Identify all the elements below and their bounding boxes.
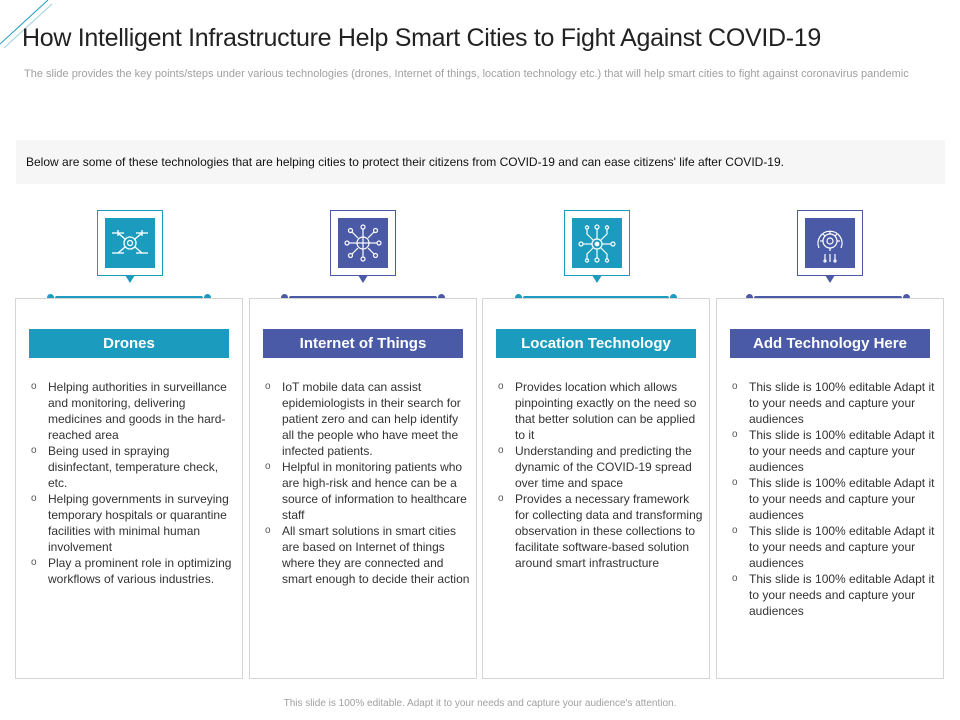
- column-internet-of-things: [249, 210, 479, 680]
- iot-network-icon: [338, 218, 388, 268]
- column-drones: [15, 210, 245, 680]
- list-item: o Helping authorities in surveillance and monitoring, delivering medicines and goods in the hard-reached area: [30, 379, 236, 443]
- pointer-arrow: [125, 275, 135, 283]
- icon-frame: [797, 210, 863, 276]
- card-location-technology: [482, 298, 710, 679]
- list-item: o This slide is 100% editable Adapt it to your needs and capture your audiences: [731, 427, 937, 475]
- list-item: o Provides location which allows pinpointing exactly on the need so that better solution can be applied to it: [497, 379, 703, 443]
- list-item: o This slide is 100% editable Adapt it to your needs and capture your audiences: [731, 475, 937, 523]
- list-item: o This slide is 100% editable Adapt it to your needs and capture your audiences: [731, 379, 937, 427]
- bullet-list: [264, 379, 470, 587]
- list-item: o Helpful in monitoring patients who are high-risk and hence can be a source of information to healthcare staff: [264, 459, 470, 523]
- pointer-arrow: [358, 275, 368, 283]
- list-item: o Being used in spraying disinfectant, temperature check, etc.: [30, 443, 236, 491]
- ai-gear-icon: [805, 218, 855, 268]
- drone-icon: [105, 218, 155, 268]
- pointer-arrow: [825, 275, 835, 283]
- card-heading: Drones: [29, 329, 229, 358]
- pointer-arrow: [592, 275, 602, 283]
- bullet-list: [30, 379, 236, 587]
- card-heading: Internet of Things: [263, 329, 463, 358]
- list-item: o IoT mobile data can assist epidemiologists in their search for patient zero and can help identify all the people who have meet the infected patients.: [264, 379, 470, 459]
- list-item: o This slide is 100% editable Adapt it to your needs and capture your audiences: [731, 571, 937, 619]
- list-item: o All smart solutions in smart cities are based on Internet of things where they are connected and smart enough to decide their action: [264, 523, 470, 587]
- icon-frame: [564, 210, 630, 276]
- intro-banner: [16, 140, 945, 184]
- card-heading: Location Technology: [496, 329, 696, 358]
- bullet-list: [497, 379, 703, 571]
- column-location-technology: [482, 210, 712, 680]
- page-title: How Intelligent Infrastructure Help Smart Cities to Fight Against COVID-19: [22, 24, 821, 52]
- list-item: o Understanding and predicting the dynamic of the COVID-19 spread over time and space: [497, 443, 703, 491]
- page-subtitle: The slide provides the key points/steps under various technologies (drones, Internet of things, location technology etc.) that will help smart cities to fight against coronavirus pandemic: [24, 68, 909, 80]
- card-drones: [15, 298, 243, 679]
- card-heading: Add Technology Here: [730, 329, 930, 358]
- list-item: o Helping governments in surveying temporary hospitals or quarantine facilities with minimal human involvement: [30, 491, 236, 555]
- intro-banner-text: Below are some of these technologies that are helping cities to protect their citizens from COVID-19 and can ease citizens' life after COVID-19.: [26, 155, 784, 169]
- column-add-technology: [716, 210, 946, 680]
- list-item: o Provides a necessary framework for collecting data and transforming observation in these collections to facilitate software-based solution around smart infrastructure: [497, 491, 703, 571]
- footer-note: This slide is 100% editable. Adapt it to your needs and capture your audience's attention.: [283, 698, 677, 709]
- list-item: o This slide is 100% editable Adapt it to your needs and capture your audiences: [731, 523, 937, 571]
- location-network-icon: [572, 218, 622, 268]
- bullet-list: [731, 379, 937, 619]
- list-item: o Play a prominent role in optimizing workflows of various industries.: [30, 555, 236, 587]
- icon-frame: [330, 210, 396, 276]
- card-add-technology: [716, 298, 944, 679]
- icon-frame: [97, 210, 163, 276]
- card-internet-of-things: [249, 298, 477, 679]
